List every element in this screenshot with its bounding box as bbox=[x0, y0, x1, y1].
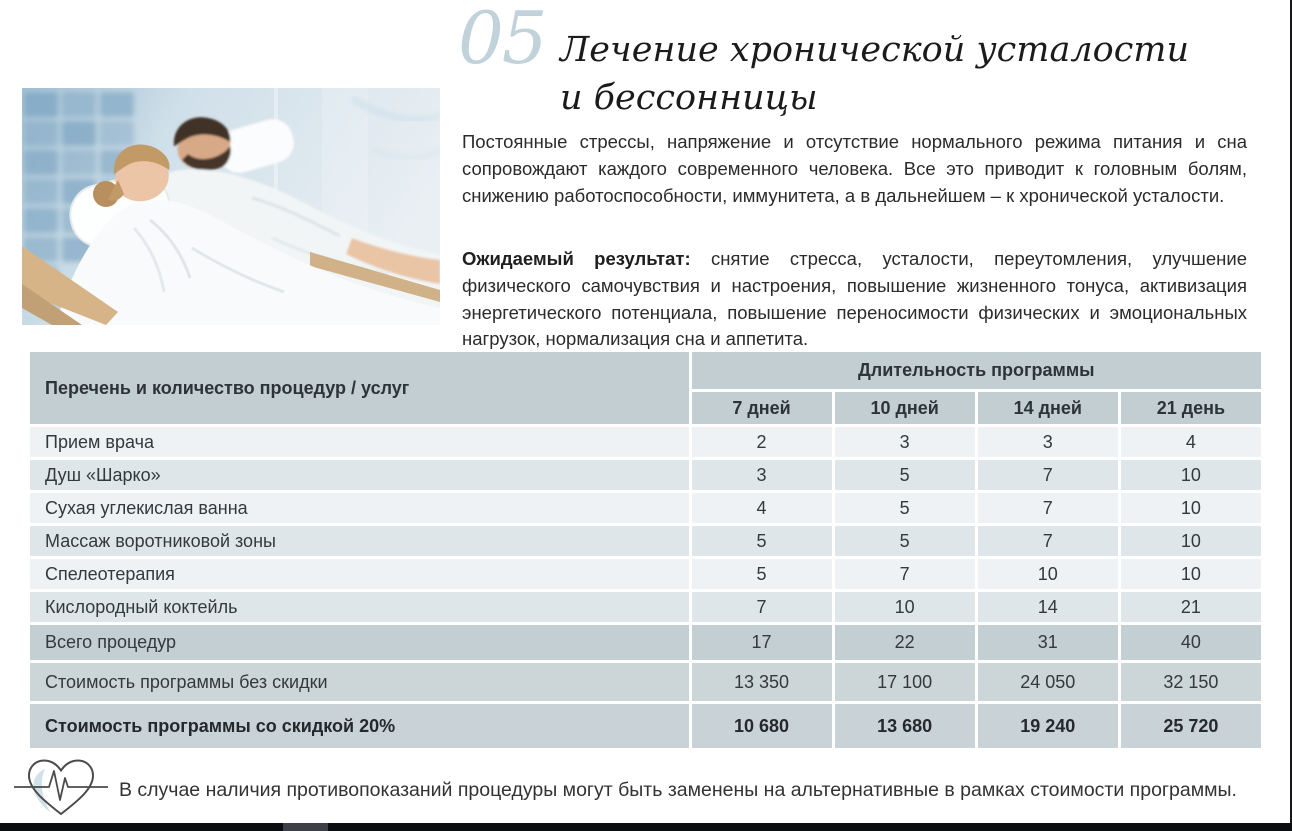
row-value: 21 bbox=[1121, 592, 1261, 622]
table-row-discount-price bbox=[30, 704, 1261, 748]
page-title-line1: Лечение хронической усталости bbox=[560, 30, 1190, 70]
column-header-services: Перечень и количество процедур / услуг bbox=[30, 352, 689, 424]
expected-result-label: Ожидаемый результат: bbox=[462, 248, 691, 269]
table-row-price bbox=[30, 663, 1261, 701]
page-title bbox=[560, 26, 1189, 122]
row-value: 32 150 bbox=[1121, 663, 1261, 701]
heart-pulse-icon bbox=[14, 756, 108, 822]
row-value: 2 bbox=[692, 427, 832, 457]
bottom-scrollbar-track[interactable] bbox=[0, 823, 1292, 831]
row-value: 17 bbox=[692, 625, 832, 660]
row-value: 14 bbox=[978, 592, 1118, 622]
table-row bbox=[30, 526, 1261, 556]
table-row bbox=[30, 559, 1261, 589]
intro-paragraph: Постоянные стрессы, напряжение и отсутствие нормального режима питания и сна сопровождают каждого современного человека. Все это приводит к головным болям, снижению работоспособности, иммунитета, а в дальнейшем – к хронической усталости. bbox=[462, 131, 1247, 206]
row-value: 4 bbox=[1121, 427, 1261, 457]
row-value: 7 bbox=[835, 559, 975, 589]
row-value: 10 bbox=[1121, 493, 1261, 523]
row-value: 5 bbox=[692, 526, 832, 556]
row-value: 40 bbox=[1121, 625, 1261, 660]
column-header-duration: Длительность программы bbox=[692, 352, 1262, 389]
row-value: 24 050 bbox=[978, 663, 1118, 701]
table-row-total bbox=[30, 625, 1261, 660]
row-value: 3 bbox=[692, 460, 832, 490]
row-value: 10 680 bbox=[692, 704, 832, 748]
footnote-text: В случае наличия противопоказаний процедуры могут быть заменены на альтернативные в рамках стоимости программы. bbox=[119, 779, 1237, 801]
row-label: Всего процедур bbox=[30, 625, 689, 660]
row-label: Массаж воротниковой зоны bbox=[30, 526, 689, 556]
row-value: 5 bbox=[835, 493, 975, 523]
row-value: 7 bbox=[978, 493, 1118, 523]
row-label: Кислородный коктейль bbox=[30, 592, 689, 622]
row-label: Прием врача bbox=[30, 427, 689, 457]
row-value: 5 bbox=[835, 460, 975, 490]
expected-result-text: снятие стресса, усталости, переутомления, улучшение физического самочувствия и настроения, повышение жизненного тонуса, активизация энергетического потенциала, повышение переносимости физических и эмоциональных нагрузок, нормализация сна и аппетита. bbox=[462, 248, 1247, 350]
row-value: 5 bbox=[835, 526, 975, 556]
row-label: Стоимость программы без скидки bbox=[30, 663, 689, 701]
table-row bbox=[30, 427, 1261, 457]
section-number: 05 bbox=[458, 0, 546, 80]
expected-result-paragraph bbox=[462, 246, 1247, 353]
row-value: 10 bbox=[1121, 460, 1261, 490]
row-value: 10 bbox=[1121, 559, 1261, 589]
row-value: 19 240 bbox=[978, 704, 1118, 748]
row-value: 10 bbox=[978, 559, 1118, 589]
row-value: 17 100 bbox=[835, 663, 975, 701]
row-label: Спелеотерапия bbox=[30, 559, 689, 589]
row-value: 7 bbox=[978, 526, 1118, 556]
spa-photo-illustration bbox=[22, 88, 440, 325]
table-row bbox=[30, 493, 1261, 523]
row-value: 5 bbox=[692, 559, 832, 589]
row-value: 4 bbox=[692, 493, 832, 523]
row-value: 3 bbox=[978, 427, 1118, 457]
row-value: 7 bbox=[692, 592, 832, 622]
spa-photo bbox=[22, 88, 440, 325]
table-header-row-group bbox=[30, 352, 1261, 389]
bottom-scrollbar-thumb[interactable] bbox=[283, 823, 328, 831]
row-value: 3 bbox=[835, 427, 975, 457]
row-value: 31 bbox=[978, 625, 1118, 660]
program-table bbox=[27, 349, 1264, 751]
column-header-10-days: 10 дней bbox=[835, 392, 975, 424]
row-label: Сухая углекислая ванна bbox=[30, 493, 689, 523]
table-row bbox=[30, 460, 1261, 490]
column-header-7-days: 7 дней bbox=[692, 392, 832, 424]
column-header-21-days: 21 день bbox=[1121, 392, 1261, 424]
table-row bbox=[30, 592, 1261, 622]
row-value: 10 bbox=[1121, 526, 1261, 556]
row-value: 13 680 bbox=[835, 704, 975, 748]
row-label: Стоимость программы со скидкой 20% bbox=[30, 704, 689, 748]
row-value: 13 350 bbox=[692, 663, 832, 701]
page-title-line2: и бессонницы bbox=[560, 78, 818, 118]
row-value: 25 720 bbox=[1121, 704, 1261, 748]
row-label: Душ «Шарко» bbox=[30, 460, 689, 490]
row-value: 22 bbox=[835, 625, 975, 660]
row-value: 7 bbox=[978, 460, 1118, 490]
column-header-14-days: 14 дней bbox=[978, 392, 1118, 424]
row-value: 10 bbox=[835, 592, 975, 622]
